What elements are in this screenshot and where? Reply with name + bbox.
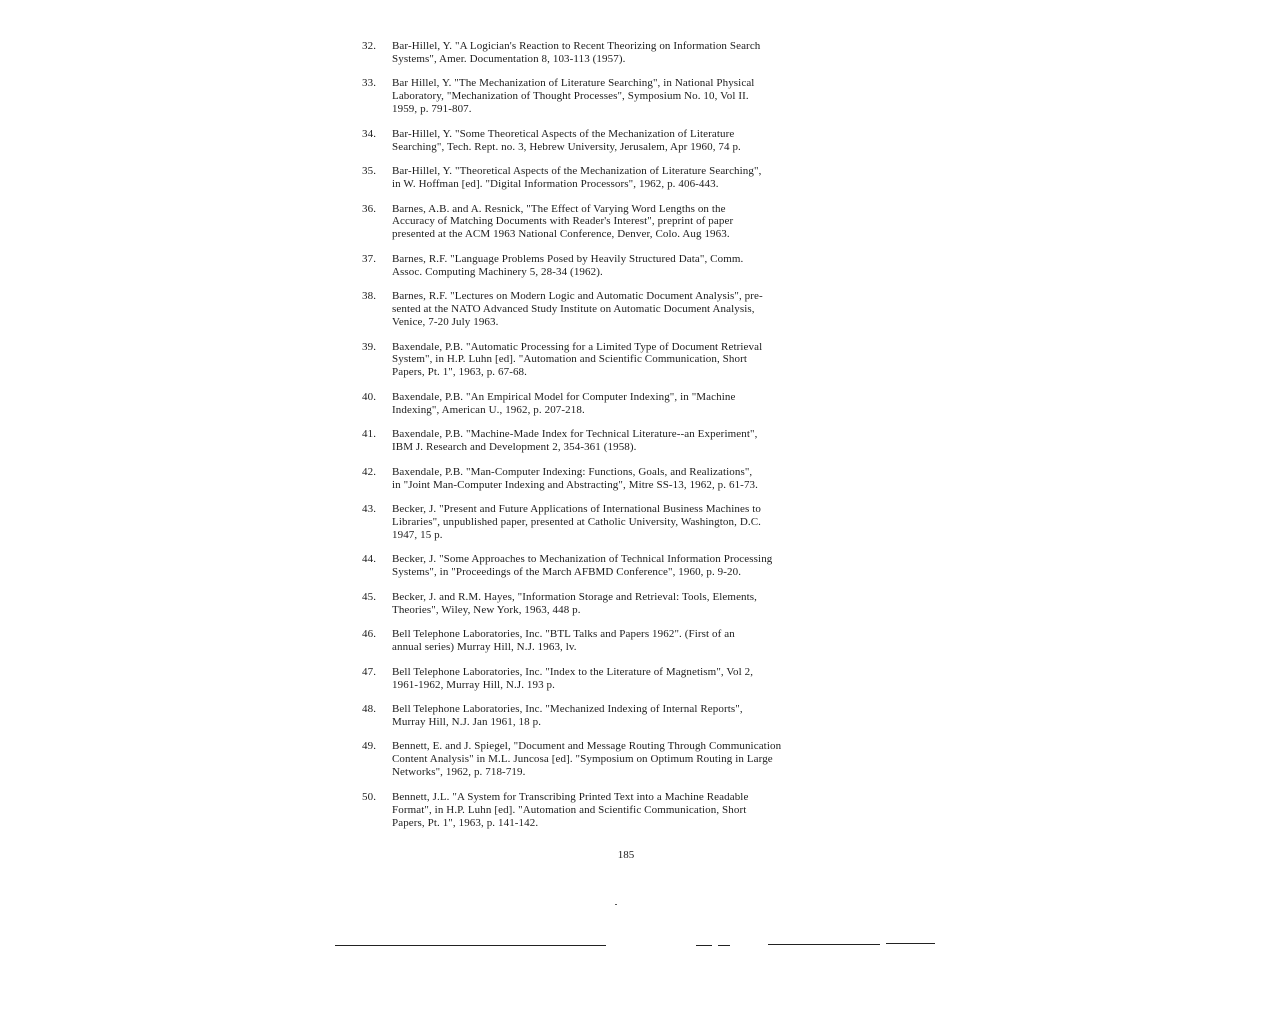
reference-item — [362, 628, 882, 654]
reference-text: Bar-Hillel, Y. "Some Theoretical Aspects of the Mechanization of Literature Searching", Tech. Rept. no. 3, Hebrew University, Jerusalem, Apr 1960, 74 p. — [392, 127, 741, 153]
reference-list — [362, 40, 882, 841]
reference-text: Becker, J. and R.M. Hayes, "Information Storage and Retrieval: Tools, Elements, Theories", Wiley, New York, 1963, 448 p. — [392, 590, 758, 616]
reference-number: 42. — [362, 465, 377, 478]
scan-speck — [615, 904, 617, 905]
reference-number: 43. — [362, 503, 377, 516]
reference-text: Baxendale, P.B. "Machine-Made Index for Technical Literature--an Experiment", IBM J. Research and Development 2, 354-361 (1958). — [392, 428, 758, 454]
reference-item — [362, 666, 882, 692]
reference-text: Bell Telephone Laboratories, Inc. "Mechanized Indexing of Internal Reports", Murray Hill, N.J. Jan 1961, 18 p. — [392, 703, 743, 728]
reference-number: 41. — [362, 428, 377, 441]
reference-item — [362, 791, 882, 830]
reference-number: 37. — [362, 252, 377, 265]
reference-item — [362, 40, 882, 66]
reference-number: 34. — [362, 127, 377, 140]
reference-item — [362, 591, 882, 617]
reference-item — [362, 391, 882, 417]
reference-text: Bar-Hillel, Y. "Theoretical Aspects of the Mechanization of Literature Searching", in W. Hoffman [ed]. "Digital Information Processors", 1962, p. 406-443. — [392, 165, 762, 191]
scan-rule — [886, 943, 935, 944]
reference-number: 50. — [362, 790, 377, 803]
reference-text: Bell Telephone Laboratories, Inc. "Index to the Literature of Magnetism", Vol 2, 1961-1962, Murray Hill, N.J. 193 p. — [392, 665, 754, 691]
reference-text: Bar-Hillel, Y. "A Logician's Reaction to Recent Theorizing on Information Search Systems", Amer. Documentation 8, 103-113 (1957). — [392, 40, 761, 65]
reference-text: Baxendale, P.B. "Automatic Processing for a Limited Type of Document Retrieval System", in H.P. Luhn [ed]. "Automation and Scientific Communication, Short Papers, Pt. 1", 1963, p. 67-68. — [392, 340, 763, 379]
scan-rule — [696, 945, 712, 946]
reference-item — [362, 290, 882, 329]
reference-item — [362, 740, 882, 779]
page-number: 185 — [617, 849, 635, 861]
reference-text: Barnes, A.B. and A. Resnick, "The Effect of Varying Word Lengths on the Accuracy of Matching Documents with Reader's Interest", preprint of paper presented at the ACM 1963 National Conference, Denver, Colo. Aug 1963. — [392, 202, 734, 241]
reference-number: 33. — [362, 77, 377, 90]
reference-item — [362, 128, 882, 154]
reference-text: Bennett, E. and J. Spiegel, "Document and Message Routing Through Communication Content Analysis" in M.L. Juncosa [ed]. "Symposium on Optimum Routing in Large Networks", 1962, p. 718-719. — [392, 740, 782, 779]
reference-number: 47. — [362, 665, 377, 678]
reference-item — [362, 553, 882, 579]
reference-number: 39. — [362, 340, 377, 353]
reference-number: 32. — [362, 40, 377, 52]
reference-item — [362, 253, 882, 279]
reference-number: 38. — [362, 290, 377, 303]
reference-text: Bar Hillel, Y. "The Mechanization of Literature Searching", in National Physical Laboratory, "Mechanization of Thought Processes", Symposium No. 10, Vol II. 1959, p. 791-807. — [392, 77, 755, 116]
reference-item — [362, 165, 882, 191]
reference-item — [362, 77, 882, 116]
scan-rule — [768, 944, 880, 945]
reference-number: 45. — [362, 590, 377, 603]
reference-item — [362, 503, 882, 542]
reference-text: Bennett, J.L. "A System for Transcribing Printed Text into a Machine Readable Format", in H.P. Luhn [ed]. "Automation and Scientific Communication, Short Papers, Pt. 1", 1963, p. 141-142. — [392, 790, 749, 829]
reference-number: 48. — [362, 703, 377, 716]
reference-item — [362, 428, 882, 454]
reference-item — [362, 466, 882, 492]
reference-text: Becker, J. "Present and Future Applications of International Business Machines to Libraries", unpublished paper, presented at Catholic University, Washington, D.C. 1947, 15 p. — [392, 503, 761, 541]
reference-number: 40. — [362, 390, 377, 403]
reference-text: Baxendale, P.B. "An Empirical Model for Computer Indexing", in "Machine Indexing", American U., 1962, p. 207-218. — [392, 390, 736, 416]
reference-text: Barnes, R.F. "Lectures on Modern Logic and Automatic Document Analysis", pre- sented at the NATO Advanced Study Institute on Automatic Document Analysis, Venice, 7-20 July 1963. — [392, 290, 763, 329]
reference-text: Becker, J. "Some Approaches to Mechanization of Technical Information Processing Systems", in "Proceedings of the March AFBMD Conference", 1960, p. 9-20. — [392, 553, 773, 579]
reference-item — [362, 203, 882, 242]
reference-text: Barnes, R.F. "Language Problems Posed by Heavily Structured Data", Comm. Assoc. Computing Machinery 5, 28-34 (1962). — [392, 252, 744, 278]
reference-number: 36. — [362, 202, 377, 215]
reference-number: 49. — [362, 740, 377, 753]
scan-rule — [718, 945, 730, 946]
reference-text: Bell Telephone Laboratories, Inc. "BTL Talks and Papers 1962". (First of an annual series) Murray Hill, N.J. 1963, lv. — [392, 628, 735, 654]
scan-rule — [335, 945, 606, 946]
reference-number: 46. — [362, 628, 377, 641]
reference-number: 44. — [362, 553, 377, 566]
reference-item — [362, 703, 882, 729]
reference-item — [362, 341, 882, 380]
reference-text: Baxendale, P.B. "Man-Computer Indexing: Functions, Goals, and Realizations", in "Joint Man-Computer Indexing and Abstracting", Mitre SS-13, 1962, p. 61-73. — [392, 465, 758, 491]
reference-number: 35. — [362, 165, 377, 178]
